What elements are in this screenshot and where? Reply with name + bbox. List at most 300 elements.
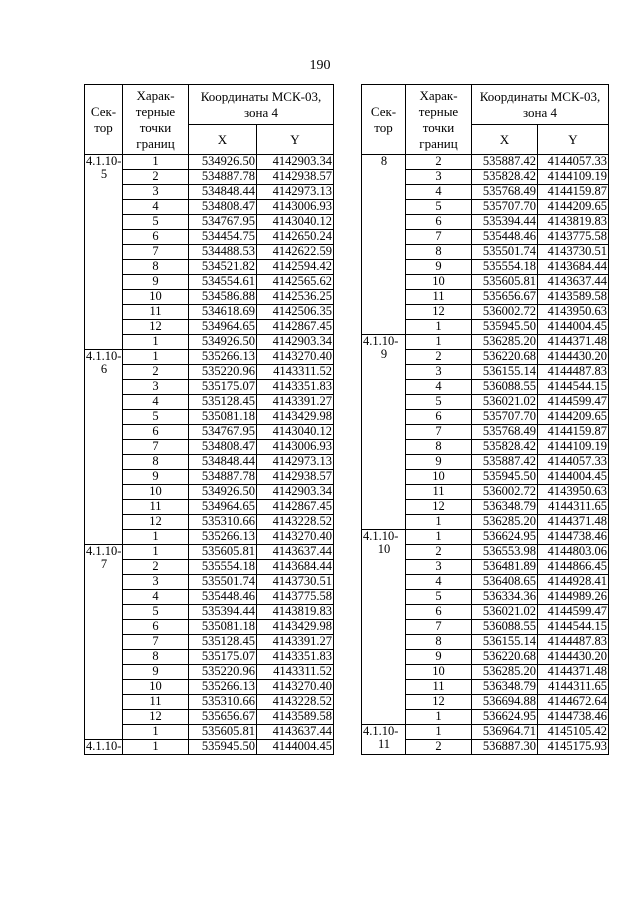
header-points: Харак-терные точки границ (123, 85, 189, 155)
table-row (85, 440, 334, 455)
y-cell: 4144430.20 (538, 650, 609, 665)
x-cell: 535175.07 (189, 650, 257, 665)
point-cell: 8 (123, 650, 189, 665)
x-cell: 536002.72 (472, 305, 538, 320)
x-cell: 534808.47 (189, 440, 257, 455)
x-cell: 535310.66 (189, 515, 257, 530)
x-cell: 535266.13 (189, 530, 257, 545)
table-row (85, 380, 334, 395)
point-cell: 1 (123, 740, 189, 755)
table-row (85, 560, 334, 575)
point-cell: 7 (123, 245, 189, 260)
table-row (85, 620, 334, 635)
point-cell: 9 (406, 650, 472, 665)
x-cell: 535128.45 (189, 635, 257, 650)
x-cell: 535220.96 (189, 665, 257, 680)
point-cell: 9 (406, 260, 472, 275)
point-cell: 2 (123, 560, 189, 575)
x-cell: 535128.45 (189, 395, 257, 410)
table-row (362, 530, 609, 545)
y-cell: 4142536.25 (257, 290, 334, 305)
header-sector: Сек-тор (362, 85, 406, 155)
x-cell: 534554.61 (189, 275, 257, 290)
header-coords: Координаты МСК-03, зона 4 (472, 85, 609, 125)
point-cell: 3 (123, 575, 189, 590)
x-cell: 534964.65 (189, 500, 257, 515)
table-row (85, 515, 334, 530)
y-cell: 4142973.13 (257, 455, 334, 470)
y-cell: 4143589.58 (257, 710, 334, 725)
point-cell: 1 (123, 350, 189, 365)
table-row (85, 695, 334, 710)
x-cell: 535945.50 (472, 320, 538, 335)
table-row (85, 335, 334, 350)
point-cell: 10 (123, 290, 189, 305)
y-cell: 4143684.44 (257, 560, 334, 575)
y-cell: 4143429.98 (257, 410, 334, 425)
table-row (85, 470, 334, 485)
point-cell: 5 (123, 605, 189, 620)
point-cell: 6 (123, 230, 189, 245)
y-cell: 4142903.34 (257, 155, 334, 170)
y-cell: 4144672.64 (538, 695, 609, 710)
point-cell: 4 (406, 185, 472, 200)
table-row (85, 230, 334, 245)
point-cell: 10 (406, 665, 472, 680)
sector-label: 4.1.10- (86, 739, 122, 753)
point-cell: 12 (123, 515, 189, 530)
x-cell: 534848.44 (189, 455, 257, 470)
y-cell: 4142650.24 (257, 230, 334, 245)
x-cell: 535394.44 (472, 215, 538, 230)
sector-label: 5 (100, 167, 108, 181)
y-cell: 4144866.45 (538, 560, 609, 575)
x-cell: 535448.46 (472, 230, 538, 245)
point-cell: 8 (123, 455, 189, 470)
point-cell: 4 (123, 590, 189, 605)
sector-label: 4.1.10- (86, 154, 122, 168)
y-cell: 4142622.59 (257, 245, 334, 260)
sector-cell (85, 155, 123, 350)
y-cell: 4144109.19 (538, 440, 609, 455)
point-cell: 1 (406, 335, 472, 350)
point-cell: 3 (406, 170, 472, 185)
y-cell: 4143684.44 (538, 260, 609, 275)
x-cell: 536021.02 (472, 395, 538, 410)
x-cell: 535945.50 (189, 740, 257, 755)
y-cell: 4144989.26 (538, 590, 609, 605)
table-row (85, 500, 334, 515)
table-row (85, 665, 334, 680)
x-cell: 535220.96 (189, 365, 257, 380)
header-x: X (189, 125, 257, 155)
y-cell: 4144209.65 (538, 410, 609, 425)
y-cell: 4142867.45 (257, 500, 334, 515)
x-cell: 536220.68 (472, 350, 538, 365)
point-cell: 4 (406, 380, 472, 395)
y-cell: 4144487.83 (538, 635, 609, 650)
point-cell: 1 (406, 725, 472, 740)
y-cell: 4144738.46 (538, 710, 609, 725)
x-cell: 536155.14 (472, 635, 538, 650)
x-cell: 535828.42 (472, 170, 538, 185)
point-cell: 3 (123, 185, 189, 200)
table-row (362, 725, 609, 740)
sector-cell (362, 155, 406, 335)
point-cell: 7 (123, 635, 189, 650)
point-cell: 1 (123, 335, 189, 350)
point-cell: 6 (123, 425, 189, 440)
y-cell: 4144311.65 (538, 500, 609, 515)
point-cell: 2 (406, 350, 472, 365)
point-cell: 2 (123, 365, 189, 380)
y-cell: 4142867.45 (257, 320, 334, 335)
y-cell: 4143270.40 (257, 680, 334, 695)
table-row (85, 215, 334, 230)
x-cell: 536285.20 (472, 665, 538, 680)
point-cell: 5 (123, 410, 189, 425)
y-cell: 4144057.33 (538, 155, 609, 170)
y-cell: 4144004.45 (538, 320, 609, 335)
x-cell: 535945.50 (472, 470, 538, 485)
x-cell: 536553.98 (472, 545, 538, 560)
x-cell: 534767.95 (189, 215, 257, 230)
y-cell: 4143950.63 (538, 485, 609, 500)
point-cell: 1 (406, 515, 472, 530)
table-row (85, 410, 334, 425)
x-cell: 534887.78 (189, 470, 257, 485)
point-cell: 6 (406, 410, 472, 425)
sector-label: 4.1.10- (363, 529, 399, 543)
y-cell: 4142938.57 (257, 170, 334, 185)
x-cell: 534964.65 (189, 320, 257, 335)
y-cell: 4144544.15 (538, 620, 609, 635)
point-cell: 11 (406, 290, 472, 305)
x-cell: 536155.14 (472, 365, 538, 380)
x-cell: 534586.88 (189, 290, 257, 305)
table-row (85, 680, 334, 695)
table-row (85, 200, 334, 215)
y-cell: 4143006.93 (257, 200, 334, 215)
y-cell: 4144371.48 (538, 515, 609, 530)
table-row (85, 635, 334, 650)
point-cell: 11 (123, 305, 189, 320)
sector-label: 4.1.10- (86, 349, 122, 363)
y-cell: 4143637.44 (257, 725, 334, 740)
y-cell: 4143270.40 (257, 350, 334, 365)
point-cell: 10 (406, 275, 472, 290)
y-cell: 4143040.12 (257, 425, 334, 440)
x-cell: 535768.49 (472, 185, 538, 200)
x-cell: 535554.18 (472, 260, 538, 275)
x-cell: 535448.46 (189, 590, 257, 605)
y-cell: 4144803.06 (538, 545, 609, 560)
y-cell: 4144599.47 (538, 395, 609, 410)
point-cell: 12 (406, 695, 472, 710)
y-cell: 4144371.48 (538, 335, 609, 350)
x-cell: 536481.89 (472, 560, 538, 575)
point-cell: 2 (406, 740, 472, 755)
x-cell: 534848.44 (189, 185, 257, 200)
x-cell: 534926.50 (189, 155, 257, 170)
sector-label: 4.1.10- (363, 334, 399, 348)
x-cell: 536887.30 (472, 740, 538, 755)
page-number: 190 (309, 58, 331, 73)
point-cell: 5 (406, 590, 472, 605)
sector-label: 9 (380, 347, 388, 361)
table-row (85, 545, 334, 560)
x-cell: 536348.79 (472, 680, 538, 695)
y-cell: 4142903.34 (257, 335, 334, 350)
table-row (85, 590, 334, 605)
point-cell: 2 (406, 155, 472, 170)
x-cell: 534926.50 (189, 485, 257, 500)
table-row (85, 365, 334, 380)
coordinates-table-left (84, 84, 334, 755)
sector-cell (362, 725, 406, 755)
point-cell: 4 (123, 395, 189, 410)
y-cell: 4143311.52 (257, 365, 334, 380)
y-cell: 4143950.63 (538, 305, 609, 320)
point-cell: 2 (406, 545, 472, 560)
point-cell: 10 (123, 680, 189, 695)
y-cell: 4143637.44 (538, 275, 609, 290)
x-cell: 536624.95 (472, 710, 538, 725)
x-cell: 536021.02 (472, 605, 538, 620)
sector-cell (85, 350, 123, 545)
y-cell: 4142594.42 (257, 260, 334, 275)
x-cell: 536088.55 (472, 620, 538, 635)
y-cell: 4144371.48 (538, 665, 609, 680)
x-cell: 536408.65 (472, 575, 538, 590)
point-cell: 12 (123, 320, 189, 335)
x-cell: 534887.78 (189, 170, 257, 185)
point-cell: 5 (123, 215, 189, 230)
table-row (362, 155, 609, 170)
x-cell: 536002.72 (472, 485, 538, 500)
x-cell: 535656.67 (472, 290, 538, 305)
point-cell: 11 (123, 500, 189, 515)
point-cell: 7 (406, 425, 472, 440)
x-cell: 536348.79 (472, 500, 538, 515)
y-cell: 4143391.27 (257, 395, 334, 410)
table-row (85, 185, 334, 200)
point-cell: 5 (406, 395, 472, 410)
point-cell: 2 (123, 170, 189, 185)
x-cell: 535175.07 (189, 380, 257, 395)
sector-cell (85, 545, 123, 740)
point-cell: 12 (406, 305, 472, 320)
y-cell: 4144159.87 (538, 425, 609, 440)
point-cell: 9 (123, 275, 189, 290)
point-cell: 6 (123, 620, 189, 635)
point-cell: 3 (406, 560, 472, 575)
x-cell: 536334.36 (472, 590, 538, 605)
point-cell: 1 (123, 530, 189, 545)
x-cell: 536285.20 (472, 335, 538, 350)
y-cell: 4144159.87 (538, 185, 609, 200)
y-cell: 4144487.83 (538, 365, 609, 380)
point-cell: 1 (406, 710, 472, 725)
sector-label: 6 (100, 362, 108, 376)
table-row (85, 425, 334, 440)
table-row (85, 575, 334, 590)
table-row (85, 395, 334, 410)
x-cell: 535394.44 (189, 605, 257, 620)
y-cell: 4143589.58 (538, 290, 609, 305)
header-coords: Координаты МСК-03, зона 4 (189, 85, 334, 125)
table-row (85, 485, 334, 500)
table-row (362, 335, 609, 350)
point-cell: 1 (123, 725, 189, 740)
header-y: Y (538, 125, 609, 155)
y-cell: 4142938.57 (257, 470, 334, 485)
sector-label: 4.1.10- (86, 544, 122, 558)
table-row (85, 260, 334, 275)
x-cell: 535501.74 (189, 575, 257, 590)
x-cell: 534767.95 (189, 425, 257, 440)
point-cell: 3 (123, 380, 189, 395)
table-row (85, 725, 334, 740)
x-cell: 535266.13 (189, 350, 257, 365)
x-cell: 536964.71 (472, 725, 538, 740)
x-cell: 535605.81 (189, 545, 257, 560)
y-cell: 4143730.51 (538, 245, 609, 260)
point-cell: 8 (406, 635, 472, 650)
point-cell: 10 (123, 485, 189, 500)
x-cell: 536285.20 (472, 515, 538, 530)
y-cell: 4143775.58 (257, 590, 334, 605)
point-cell: 12 (123, 710, 189, 725)
point-cell: 12 (406, 500, 472, 515)
x-cell: 535707.70 (472, 410, 538, 425)
x-cell: 535887.42 (472, 155, 538, 170)
sector-cell (362, 335, 406, 530)
point-cell: 1 (406, 530, 472, 545)
y-cell: 4143006.93 (257, 440, 334, 455)
y-cell: 4143819.83 (538, 215, 609, 230)
x-cell: 535501.74 (472, 245, 538, 260)
y-cell: 4144004.45 (257, 740, 334, 755)
y-cell: 4144004.45 (538, 470, 609, 485)
y-cell: 4144057.33 (538, 455, 609, 470)
y-cell: 4145175.93 (538, 740, 609, 755)
y-cell: 4143040.12 (257, 215, 334, 230)
sector-label: 4.1.10- (363, 724, 399, 738)
point-cell: 1 (406, 320, 472, 335)
sector-label: 11 (377, 737, 391, 751)
y-cell: 4142506.35 (257, 305, 334, 320)
header-points: Харак-терные точки границ (406, 85, 472, 155)
y-cell: 4143351.83 (257, 380, 334, 395)
sector-cell (362, 530, 406, 725)
point-cell: 6 (406, 605, 472, 620)
y-cell: 4144209.65 (538, 200, 609, 215)
y-cell: 4144928.41 (538, 575, 609, 590)
x-cell: 534808.47 (189, 200, 257, 215)
sector-label: 7 (100, 557, 108, 571)
table-row (85, 170, 334, 185)
y-cell: 4144738.46 (538, 530, 609, 545)
x-cell: 536088.55 (472, 380, 538, 395)
point-cell: 4 (406, 575, 472, 590)
point-cell: 11 (406, 485, 472, 500)
table-row (85, 605, 334, 620)
point-cell: 10 (406, 470, 472, 485)
point-cell: 7 (406, 620, 472, 635)
point-cell: 9 (406, 455, 472, 470)
y-cell: 4144109.19 (538, 170, 609, 185)
x-cell: 535310.66 (189, 695, 257, 710)
y-cell: 4142973.13 (257, 185, 334, 200)
x-cell: 535828.42 (472, 440, 538, 455)
table-row (85, 320, 334, 335)
y-cell: 4143730.51 (257, 575, 334, 590)
y-cell: 4142565.62 (257, 275, 334, 290)
y-cell: 4145105.42 (538, 725, 609, 740)
table-row (85, 305, 334, 320)
header-x: X (472, 125, 538, 155)
x-cell: 535887.42 (472, 455, 538, 470)
point-cell: 8 (406, 245, 472, 260)
point-cell: 8 (406, 440, 472, 455)
x-cell: 536624.95 (472, 530, 538, 545)
x-cell: 534454.75 (189, 230, 257, 245)
y-cell: 4144544.15 (538, 380, 609, 395)
sector-label: 8 (380, 154, 388, 168)
y-cell: 4143311.52 (257, 665, 334, 680)
table-row (85, 740, 334, 755)
y-cell: 4143775.58 (538, 230, 609, 245)
point-cell: 11 (406, 680, 472, 695)
y-cell: 4143429.98 (257, 620, 334, 635)
point-cell: 5 (406, 200, 472, 215)
table-row (85, 710, 334, 725)
x-cell: 534521.82 (189, 260, 257, 275)
table-row (85, 650, 334, 665)
point-cell: 3 (406, 365, 472, 380)
y-cell: 4144599.47 (538, 605, 609, 620)
table-row (85, 155, 334, 170)
table-row (85, 290, 334, 305)
point-cell: 1 (123, 545, 189, 560)
x-cell: 534618.69 (189, 305, 257, 320)
y-cell: 4143351.83 (257, 650, 334, 665)
y-cell: 4143637.44 (257, 545, 334, 560)
table-row (85, 275, 334, 290)
x-cell: 535605.81 (472, 275, 538, 290)
x-cell: 535081.18 (189, 410, 257, 425)
x-cell: 535656.67 (189, 710, 257, 725)
point-cell: 8 (123, 260, 189, 275)
x-cell: 535081.18 (189, 620, 257, 635)
point-cell: 11 (123, 695, 189, 710)
point-cell: 4 (123, 200, 189, 215)
y-cell: 4143270.40 (257, 530, 334, 545)
table-row (85, 350, 334, 365)
point-cell: 9 (123, 470, 189, 485)
y-cell: 4144430.20 (538, 350, 609, 365)
y-cell: 4144311.65 (538, 680, 609, 695)
header-y: Y (257, 125, 334, 155)
x-cell: 535554.18 (189, 560, 257, 575)
table-row (85, 245, 334, 260)
x-cell: 536220.68 (472, 650, 538, 665)
point-cell: 7 (406, 230, 472, 245)
x-cell: 535266.13 (189, 680, 257, 695)
coordinates-table-right (361, 84, 609, 755)
y-cell: 4143228.52 (257, 695, 334, 710)
